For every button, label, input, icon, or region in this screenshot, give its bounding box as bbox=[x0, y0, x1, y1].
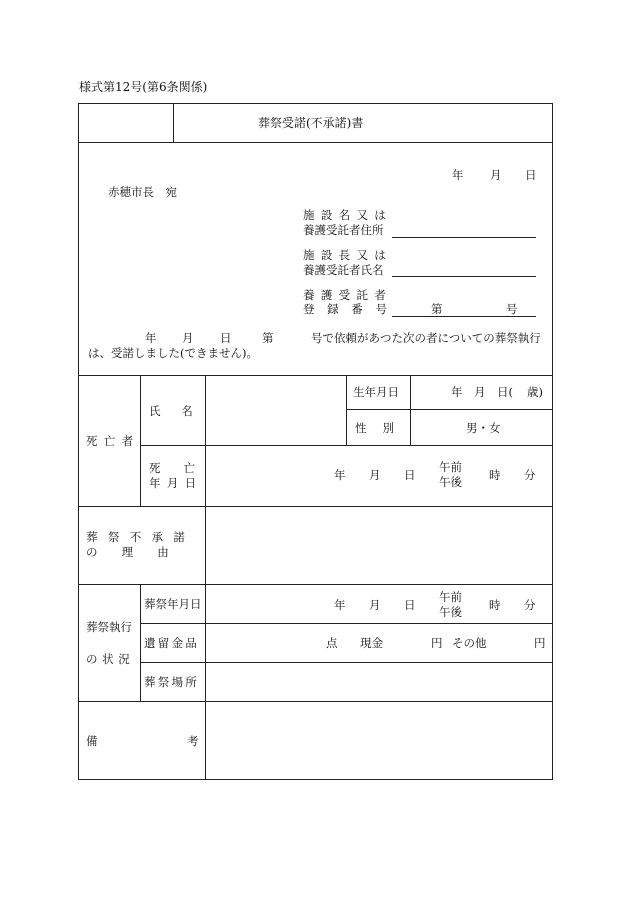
statement-month: 月 bbox=[182, 331, 194, 345]
funeral-am[interactable]: 午前 bbox=[439, 590, 462, 604]
statement-no: 第 bbox=[262, 331, 274, 345]
funeral-pm[interactable]: 午後 bbox=[439, 605, 462, 619]
death-pm[interactable]: 午後 bbox=[439, 475, 462, 489]
remarks-label-right: 考 bbox=[187, 734, 199, 748]
director-label-2: 養護受託者氏名 bbox=[303, 263, 384, 277]
registration-label-1: 養護受託者 bbox=[303, 288, 393, 302]
facility-name-field[interactable] bbox=[392, 237, 536, 238]
death-date-label-1: 死 亡 bbox=[149, 461, 201, 475]
assets-cash: 現金 bbox=[360, 636, 383, 650]
refusal-reason-field[interactable] bbox=[206, 507, 552, 583]
statement-rest: 号で依頼があつた次の者についての葬祭執行 bbox=[311, 331, 541, 345]
birth-year: 年 bbox=[451, 385, 463, 399]
director-label-1: 施設長又は bbox=[303, 248, 393, 262]
addressee: 赤穂市長 宛 bbox=[108, 185, 177, 199]
divider bbox=[140, 375, 141, 506]
remarks-label-left: 備 bbox=[86, 734, 98, 748]
funeral-place-label: 葬祭場所 bbox=[144, 675, 200, 689]
assets-yen-1: 円 bbox=[431, 636, 443, 650]
director-name-field[interactable] bbox=[392, 276, 536, 277]
funeral-day: 日 bbox=[404, 598, 416, 612]
divider bbox=[346, 409, 553, 410]
statement-day: 日 bbox=[220, 331, 232, 345]
registration-no-prefix: 第 bbox=[431, 302, 443, 316]
assets-yen-2: 円 bbox=[534, 636, 546, 650]
divider bbox=[410, 375, 411, 445]
funeral-month: 月 bbox=[369, 598, 381, 612]
death-min: 分 bbox=[524, 468, 536, 482]
divider bbox=[140, 584, 141, 701]
registration-no-suffix: 号 bbox=[506, 302, 518, 316]
assets-label: 遺留金品 bbox=[144, 636, 200, 650]
facility-name-label-2: 養護受託者住所 bbox=[303, 223, 384, 237]
refusal-label-2: の 理 由 bbox=[86, 545, 176, 559]
birth-month: 月 bbox=[474, 385, 486, 399]
document-title: 葬祭受諾(不承諾)書 bbox=[258, 116, 364, 130]
funeral-year: 年 bbox=[334, 598, 346, 612]
registration-number-field[interactable] bbox=[392, 316, 536, 317]
birth-date-label: 生年月日 bbox=[353, 385, 399, 399]
death-day: 日 bbox=[404, 468, 416, 482]
remarks-field[interactable] bbox=[206, 702, 552, 779]
sex-label: 性 別 bbox=[355, 421, 397, 435]
funeral-section-label-1: 葬祭執行 bbox=[86, 620, 132, 634]
assets-points: 点 bbox=[326, 636, 338, 650]
assets-other: その他 bbox=[452, 636, 487, 650]
birth-age: 歳) bbox=[527, 385, 543, 399]
sex-value[interactable]: 男・女 bbox=[466, 421, 501, 435]
date-year: 年 bbox=[452, 168, 464, 182]
statement-line2: は、受諾しました(できません)。 bbox=[88, 346, 258, 360]
death-year: 年 bbox=[334, 468, 346, 482]
divider bbox=[140, 623, 553, 624]
name-label: 氏 名 bbox=[149, 404, 198, 418]
funeral-date-label: 葬祭年月日 bbox=[144, 597, 202, 611]
divider bbox=[140, 445, 553, 446]
divider bbox=[78, 584, 553, 585]
date-month: 月 bbox=[490, 168, 502, 182]
funeral-section-label-2: の状況 bbox=[86, 652, 135, 666]
receipt-number-box[interactable] bbox=[78, 103, 174, 143]
death-date-label-2: 年月日 bbox=[149, 476, 203, 490]
birth-day: 日( bbox=[497, 385, 513, 399]
death-am[interactable]: 午前 bbox=[439, 460, 462, 474]
divider bbox=[346, 375, 347, 445]
statement-year: 年 bbox=[145, 331, 157, 345]
facility-name-label-1: 施設名又は bbox=[303, 208, 393, 222]
registration-label-2: 登録番号 bbox=[303, 302, 400, 316]
funeral-hour: 時 bbox=[489, 598, 501, 612]
funeral-place-field[interactable] bbox=[206, 663, 552, 700]
deceased-name-field[interactable] bbox=[206, 376, 345, 444]
funeral-min: 分 bbox=[524, 598, 536, 612]
form-label: 様式第12号(第6条関係) bbox=[79, 80, 208, 94]
date-day: 日 bbox=[525, 168, 537, 182]
deceased-section-label: 死亡者 bbox=[86, 434, 140, 448]
refusal-label-1: 葬祭不承諾 bbox=[86, 530, 196, 544]
death-hour: 時 bbox=[489, 468, 501, 482]
death-month: 月 bbox=[369, 468, 381, 482]
